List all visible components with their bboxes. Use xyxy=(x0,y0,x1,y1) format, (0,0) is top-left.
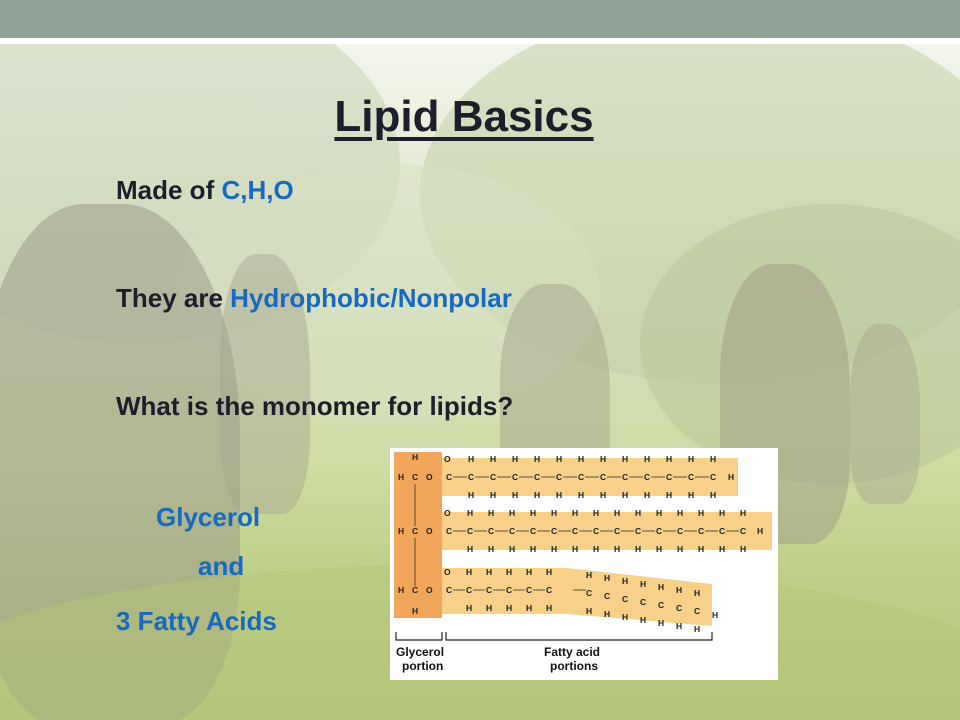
atom-symbol: O xyxy=(444,508,451,518)
atom-symbol: H xyxy=(728,472,735,482)
slide-title: Lipid Basics xyxy=(334,92,594,141)
atom-symbol: C xyxy=(551,526,558,536)
atom-symbol: O xyxy=(444,567,451,577)
atom-symbol: H xyxy=(635,544,642,554)
atom-symbol: H xyxy=(622,490,629,500)
atom-symbol: C xyxy=(512,472,519,482)
atom-symbol: H xyxy=(486,603,493,613)
atom-symbol: H xyxy=(698,508,705,518)
atom-symbol: C xyxy=(446,585,453,595)
fatty-acid-bracket xyxy=(446,632,712,640)
atom-symbol: C xyxy=(446,472,453,482)
atom-symbol: H xyxy=(586,606,593,616)
atom-symbol: C xyxy=(677,526,684,536)
triglyceride-diagram xyxy=(390,448,778,680)
atom-symbol: H xyxy=(556,490,563,500)
atom-symbol: H xyxy=(586,570,593,580)
atom-symbol: H xyxy=(512,454,519,464)
atom-symbol: H xyxy=(578,490,585,500)
atom-symbol: H xyxy=(658,582,665,592)
atom-symbol: H xyxy=(719,508,726,518)
atom-symbol: H xyxy=(526,603,533,613)
atom-symbol: C xyxy=(526,585,533,595)
atom-symbol: H xyxy=(593,544,600,554)
atom-symbol: H xyxy=(490,454,497,464)
atom-symbol: C xyxy=(506,585,513,595)
atom-symbol: O xyxy=(426,472,433,482)
atom-symbol: H xyxy=(398,526,405,536)
atom-symbol: C xyxy=(593,526,600,536)
atom-symbol: H xyxy=(640,615,647,625)
atom-symbol: C xyxy=(640,597,647,607)
atom-symbol: H xyxy=(740,544,747,554)
atom-symbol: H xyxy=(622,454,629,464)
atom-symbol: C xyxy=(466,585,473,595)
atom-symbol: H xyxy=(600,490,607,500)
atom-symbol: H xyxy=(676,621,683,631)
atom-symbol: C xyxy=(614,526,621,536)
atom-symbol: H xyxy=(656,508,663,518)
atom-symbol: H xyxy=(412,452,419,462)
atom-symbol: H xyxy=(398,585,405,595)
atom-symbol: H xyxy=(468,454,475,464)
atom-symbol: H xyxy=(506,567,513,577)
atom-symbol: C xyxy=(622,594,629,604)
triglyceride-structure xyxy=(390,448,778,680)
atom-symbol: C xyxy=(719,526,726,536)
atom-symbol: O xyxy=(426,585,433,595)
atom-symbol: H xyxy=(398,472,405,482)
atom-symbol: H xyxy=(694,588,701,598)
atom-symbol: H xyxy=(710,454,717,464)
atom-symbol: H xyxy=(666,454,673,464)
atom-symbol: H xyxy=(488,508,495,518)
atom-symbol: H xyxy=(688,490,695,500)
atom-symbol: H xyxy=(490,490,497,500)
atom-symbol: C xyxy=(490,472,497,482)
atom-symbol: H xyxy=(466,603,473,613)
atom-symbol: C xyxy=(586,588,593,598)
atom-symbol: H xyxy=(546,603,553,613)
atom-symbol: H xyxy=(604,573,611,583)
atom-symbol: C xyxy=(604,591,611,601)
atom-symbol: H xyxy=(600,454,607,464)
atom-symbol: H xyxy=(467,544,474,554)
atom-symbol: H xyxy=(572,544,579,554)
atom-symbol: H xyxy=(556,454,563,464)
atom-symbol: C xyxy=(412,585,419,595)
atom-symbol: H xyxy=(551,544,558,554)
atom-symbol: H xyxy=(509,508,516,518)
atom-symbol: H xyxy=(488,544,495,554)
atom-symbol: C xyxy=(666,472,673,482)
atom-symbol: H xyxy=(572,508,579,518)
atom-symbol: C xyxy=(688,472,695,482)
atom-symbol: H xyxy=(546,567,553,577)
atom-symbol: H xyxy=(551,508,558,518)
atom-symbol: H xyxy=(614,508,621,518)
atom-symbol: H xyxy=(614,544,621,554)
atom-symbol: H xyxy=(622,576,629,586)
atom-symbol: H xyxy=(526,567,533,577)
atom-symbol: H xyxy=(578,454,585,464)
hydrophobic-line xyxy=(116,283,512,314)
atom-symbol: H xyxy=(486,567,493,577)
atom-symbol: C xyxy=(658,600,665,610)
atom-symbol: H xyxy=(467,508,474,518)
hydrophobic-term: Hydrophobic/Nonpolar xyxy=(230,283,512,313)
made-of-label: Made of xyxy=(116,175,222,205)
fatty-acid-caption-line2: portions xyxy=(550,659,598,673)
atom-symbol: C xyxy=(412,472,419,482)
atom-symbol: C xyxy=(656,526,663,536)
atom-symbol: C xyxy=(534,472,541,482)
atom-symbol: H xyxy=(688,454,695,464)
atom-symbol: H xyxy=(635,508,642,518)
atom-symbol: H xyxy=(656,544,663,554)
atom-symbol: C xyxy=(600,472,607,482)
atom-symbol: H xyxy=(677,544,684,554)
atom-symbol: C xyxy=(644,472,651,482)
answer-fatty-acids: 3 Fatty Acids xyxy=(116,606,277,636)
atom-symbol: C xyxy=(530,526,537,536)
monomer-question: What is the monomer for lipids? xyxy=(116,391,514,421)
atom-symbol: O xyxy=(426,526,433,536)
atom-symbol: C xyxy=(556,472,563,482)
atom-symbol: C xyxy=(572,526,579,536)
answer-glycerol: Glycerol xyxy=(156,502,261,532)
fatty-acid-band-3 xyxy=(442,568,712,626)
atom-symbol: H xyxy=(509,544,516,554)
atom-symbol: H xyxy=(468,490,475,500)
atom-symbol: H xyxy=(640,579,647,589)
atom-symbol: O xyxy=(444,454,451,464)
glycerol-bracket xyxy=(396,632,442,640)
fatty-acid-caption-line1: Fatty acid xyxy=(544,645,601,659)
atom-symbol: H xyxy=(644,454,651,464)
atom-symbol: H xyxy=(466,567,473,577)
atom-symbol: H xyxy=(757,526,764,536)
atom-symbol: C xyxy=(546,585,553,595)
atom-symbol: C xyxy=(509,526,516,536)
atom-symbol: C xyxy=(740,526,747,536)
made-of-elements: C,H,O xyxy=(221,175,294,205)
atom-symbol: H xyxy=(698,544,705,554)
atom-symbol: C xyxy=(694,606,701,616)
atom-symbol: H xyxy=(710,490,717,500)
atom-symbol: C xyxy=(446,526,453,536)
atom-symbol: C xyxy=(486,585,493,595)
atom-symbol: C xyxy=(710,472,717,482)
atom-symbol: H xyxy=(604,609,611,619)
atom-symbol: H xyxy=(622,612,629,622)
atom-symbol: H xyxy=(712,610,719,620)
atom-symbol: H xyxy=(506,603,513,613)
top-bar xyxy=(0,0,960,38)
atom-symbol: C xyxy=(622,472,629,482)
atom-symbol: C xyxy=(412,526,419,536)
answer-and: and xyxy=(198,551,245,581)
glycerol-caption-line1: Glycerol xyxy=(396,645,445,659)
they-are-label: They are xyxy=(116,283,231,313)
atom-symbol: H xyxy=(534,490,541,500)
atom-symbol: H xyxy=(719,544,726,554)
atom-symbol: C xyxy=(676,603,683,613)
atom-symbol: C xyxy=(698,526,705,536)
atom-symbol: H xyxy=(666,490,673,500)
atom-symbol: C xyxy=(635,526,642,536)
atom-symbol: H xyxy=(530,544,537,554)
atom-symbol: H xyxy=(534,454,541,464)
atom-symbol: C xyxy=(467,526,474,536)
atom-symbol: H xyxy=(658,618,665,628)
atom-symbol: H xyxy=(593,508,600,518)
atom-symbol: H xyxy=(512,490,519,500)
atom-symbol: H xyxy=(740,508,747,518)
atom-symbol: H xyxy=(412,606,419,616)
atom-symbol: H xyxy=(677,508,684,518)
made-of-line xyxy=(116,175,294,206)
atom-symbol: H xyxy=(530,508,537,518)
atom-symbol: H xyxy=(694,624,701,634)
atom-symbol: C xyxy=(488,526,495,536)
glycerol-caption-line2: portion xyxy=(402,659,444,673)
atom-symbol: C xyxy=(468,472,475,482)
atom-symbol: H xyxy=(676,585,683,595)
atom-symbol: C xyxy=(578,472,585,482)
atom-symbol: H xyxy=(644,490,651,500)
